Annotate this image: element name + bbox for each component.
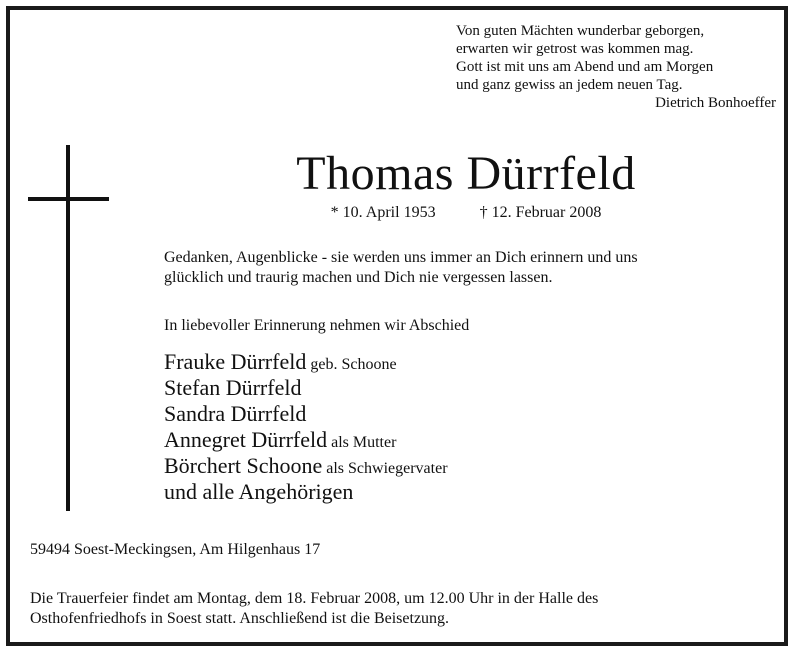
mourner-name: Stefan Dürrfeld [164, 375, 302, 400]
memorial-verse [164, 248, 772, 288]
mourner-name: und alle Angehörigen [164, 479, 354, 504]
mourner-note: als Schwiegervater [326, 460, 448, 477]
mourner-entry [164, 427, 764, 453]
family-address: 59494 Soest-Meckingsen, Am Hilgenhaus 17 [30, 541, 321, 558]
mourner-entry [164, 479, 764, 505]
mourner-name: Sandra Dürrfeld [164, 401, 307, 426]
mourner-note: als Mutter [331, 434, 397, 451]
farewell-text: In liebevoller Erinnerung nehmen wir Abschied [164, 317, 470, 334]
poem-line: erwarten wir getrost was kommen mag. [456, 41, 694, 57]
mourners-list [164, 349, 764, 505]
mourner-name: Frauke Dürrfeld [164, 349, 307, 374]
mourner-name: Börchert Schoone [164, 453, 323, 478]
mourner-name: Annegret Dürrfeld [164, 427, 328, 452]
deceased-name: Thomas Dürrfeld [296, 147, 636, 200]
verse-line: glücklich und traurig machen und Dich nie vergessen lassen. [164, 269, 553, 286]
poem-line: und ganz gewiss an jedem neuen Tag. [456, 77, 683, 93]
birth-date: * 10. April 1953 [330, 204, 436, 221]
poem-line: Von guten Mächten wunderbar geborgen, [456, 23, 705, 39]
poem-author: Dietrich Bonhoeffer [655, 95, 776, 111]
cross-icon-beam [28, 197, 109, 201]
mourner-entry [164, 375, 764, 401]
mourner-note: geb. Schoone [310, 356, 397, 373]
ceremony-line: Osthofenfriedhofs in Soest statt. Anschließend ist die Beisetzung. [30, 610, 450, 627]
life-dates [164, 203, 768, 223]
bonhoeffer-poem [456, 22, 776, 112]
mourner-entry [164, 401, 764, 427]
ceremony-line: Die Trauerfeier findet am Montag, dem 18. Februar 2008, um 12.00 Uhr in der Halle des [30, 590, 599, 607]
mourner-entry [164, 349, 764, 375]
ceremony-info [30, 589, 774, 629]
mourner-entry [164, 453, 764, 479]
death-date: † 12. Februar 2008 [479, 204, 602, 221]
poem-line: Gott ist mit uns am Abend und am Morgen [456, 59, 714, 75]
verse-line: Gedanken, Augenblicke - sie werden uns immer an Dich erinnern und uns [164, 249, 638, 266]
